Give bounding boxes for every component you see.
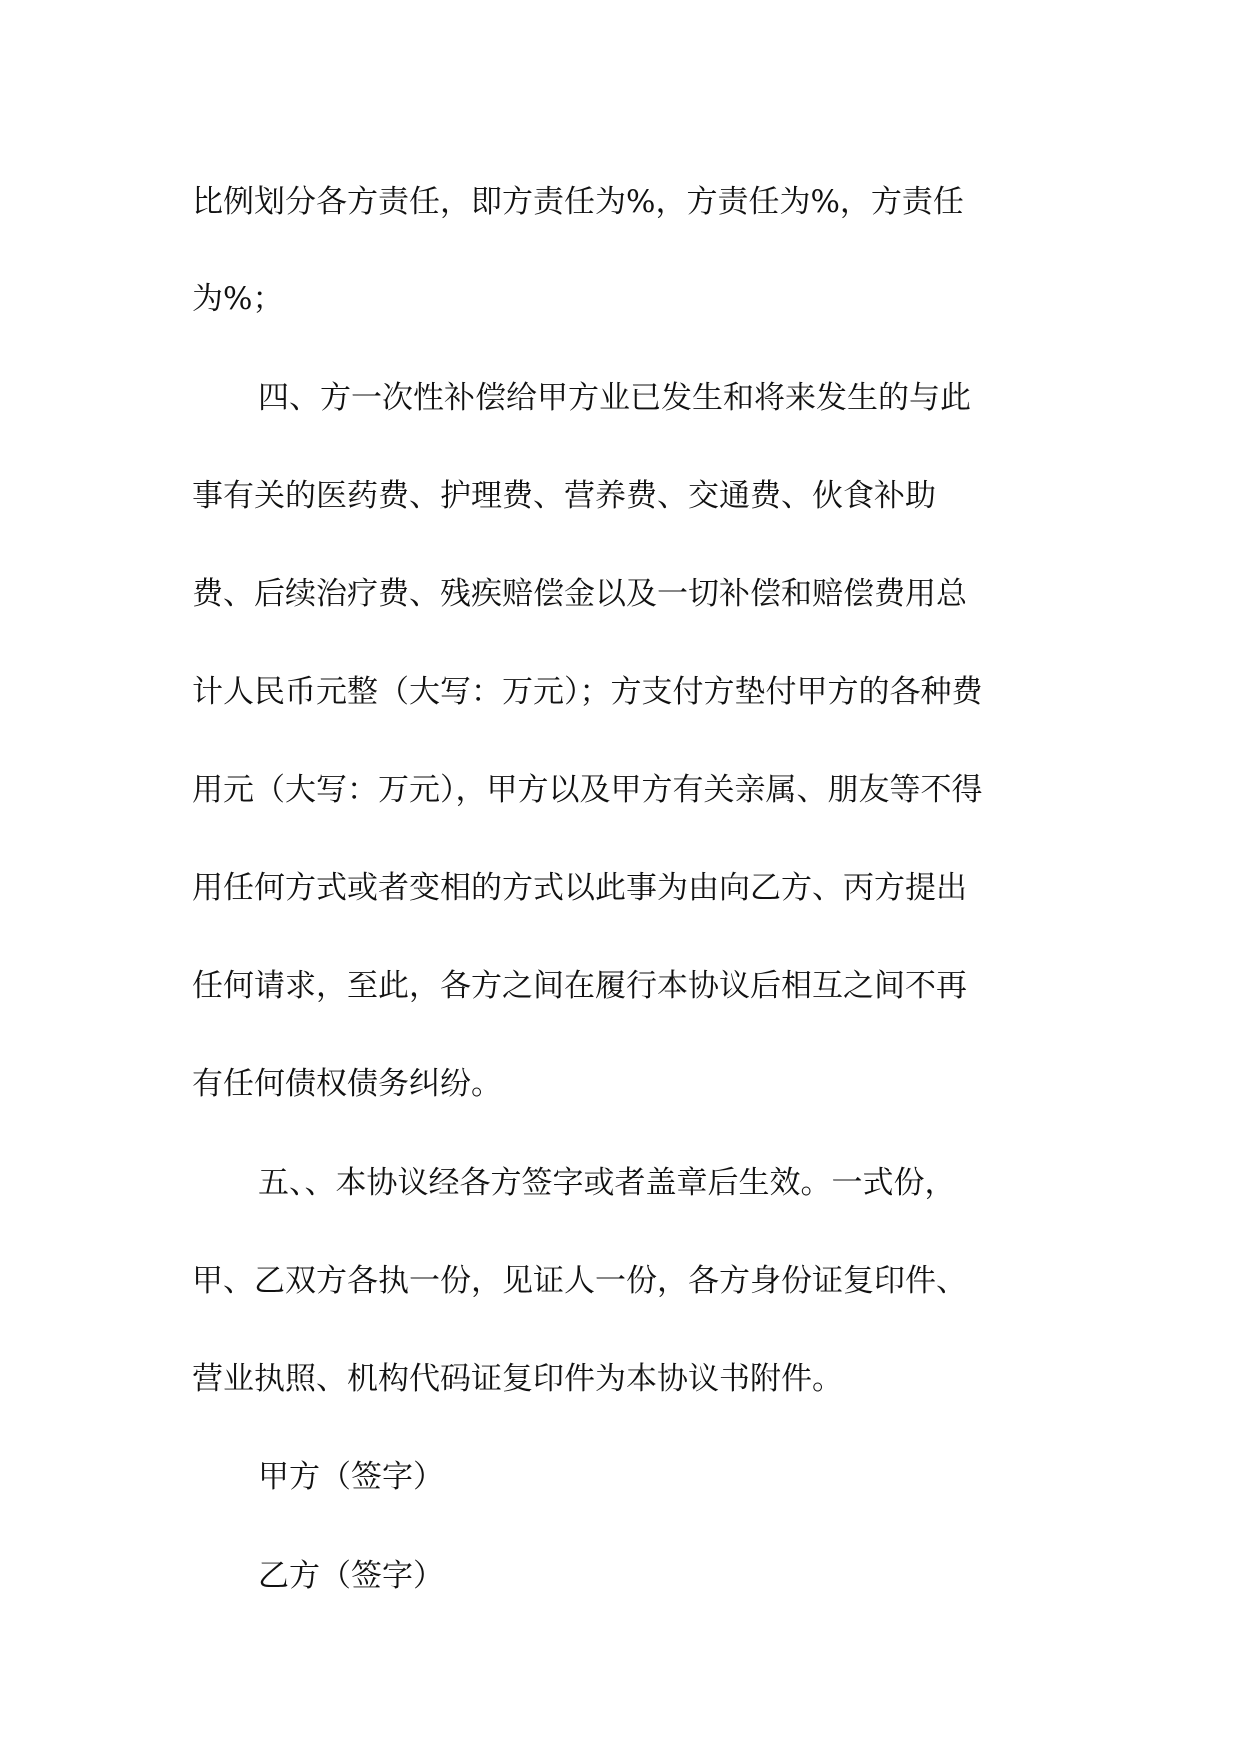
text-line: 比例划分各方责任，即方责任为%，方责任为%，方责任 — [192, 184, 964, 220]
clause-five-start: 五、、本协议经各方签字或者盖章后生效。一式份， — [258, 1165, 956, 1201]
text-line: 为%； — [192, 281, 284, 317]
text-line: 费、后续治疗费、残疾赔偿金以及一切补偿和赔偿费用总 — [192, 576, 967, 612]
text-line: 营业执照、机构代码证复印件为本协议书附件。 — [192, 1361, 843, 1397]
text-line: 计人民币元整（大写：万元）；方支付方垫付甲方的各种费 — [192, 674, 983, 710]
party-b-signature: 乙方（签字） — [258, 1558, 444, 1594]
text-line: 任何请求，至此，各方之间在履行本协议后相互之间不再 — [192, 968, 967, 1004]
text-line: 用任何方式或者变相的方式以此事为由向乙方、丙方提出 — [192, 870, 967, 906]
text-line: 有任何债权债务纠纷。 — [192, 1066, 502, 1102]
text-line: 甲、乙双方各执一份，见证人一份，各方身份证复印件、 — [192, 1263, 967, 1299]
party-a-signature: 甲方（签字） — [258, 1459, 444, 1495]
text-line: 事有关的医药费、护理费、营养费、交通费、伙食补助 — [192, 478, 936, 514]
clause-four-start: 四、方一次性补偿给甲方业已发生和将来发生的与此 — [258, 380, 971, 416]
text-line: 用元（大写：万元），甲方以及甲方有关亲属、朋友等不得 — [192, 772, 983, 808]
